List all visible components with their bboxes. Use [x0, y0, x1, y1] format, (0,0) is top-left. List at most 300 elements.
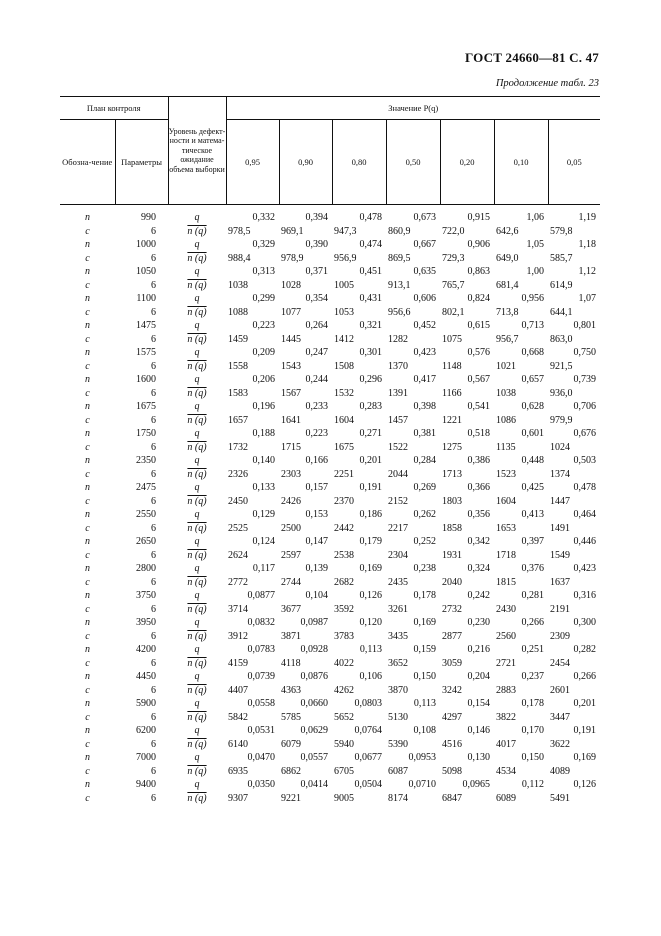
row-value: 979,9: [550, 414, 573, 426]
row-value: 1166: [442, 387, 462, 399]
row-level: q: [194, 671, 200, 683]
table-row: [60, 738, 600, 752]
row-designation: n: [85, 401, 90, 413]
table-continuation-caption: Продолжение табл. 23: [495, 78, 599, 89]
row-designation: n: [85, 698, 90, 710]
row-value: 988,4: [228, 252, 251, 264]
row-value: 6140: [228, 738, 248, 750]
row-value: 0,233: [305, 401, 328, 413]
table-row: [60, 454, 600, 468]
row-value: 6089: [496, 792, 516, 804]
header-value: Значение P(q): [226, 97, 600, 120]
row-value: 1459: [228, 333, 248, 345]
row-value: 6079: [281, 738, 301, 750]
row-value: 1391: [388, 387, 408, 399]
row-value: 2450: [228, 495, 248, 507]
table-row: [60, 414, 600, 428]
row-value: 1412: [334, 333, 354, 345]
row-value: 0,615: [467, 320, 490, 332]
row-value: 0,635: [413, 266, 436, 278]
row-value: 0,863: [467, 266, 490, 278]
row-parameter: 6: [151, 630, 156, 642]
row-level: q: [194, 455, 200, 467]
row-value: 3783: [334, 630, 354, 642]
row-parameter: 1600: [136, 374, 156, 386]
row-value: 614,9: [550, 279, 573, 291]
row-value: 0,201: [573, 698, 596, 710]
row-value: 0,154: [467, 698, 490, 710]
row-value: 0,166: [305, 455, 328, 467]
table-row: [60, 535, 600, 549]
row-value: 2682: [334, 576, 354, 588]
row-value: 1,07: [578, 293, 596, 305]
row-parameter: 1475: [136, 320, 156, 332]
row-value: 722,0: [442, 225, 465, 237]
row-designation: n: [85, 347, 90, 359]
row-value: 1543: [281, 360, 301, 372]
row-value: 2152: [388, 495, 408, 507]
row-designation: n: [85, 266, 90, 278]
row-designation: n: [85, 725, 90, 737]
row-parameter: 1675: [136, 401, 156, 413]
row-value: 4089: [550, 765, 570, 777]
row-parameter: 6: [151, 387, 156, 399]
row-value: 2370: [334, 495, 354, 507]
row-designation: n: [85, 455, 90, 467]
row-designation: n: [85, 617, 90, 629]
row-value: 1077: [281, 306, 301, 318]
table-row: [60, 238, 600, 252]
header-plan: План контроля: [60, 97, 168, 120]
row-level: q: [194, 266, 200, 278]
row-parameter: 4450: [136, 671, 156, 683]
row-value: 5491: [550, 792, 570, 804]
row-value: 1718: [496, 549, 516, 561]
row-value: 2454: [550, 657, 570, 669]
row-designation: n: [85, 239, 90, 251]
row-parameter: 1750: [136, 428, 156, 440]
row-value: 0,201: [359, 455, 382, 467]
row-value: 5785: [281, 711, 301, 723]
row-value: 3714: [228, 603, 248, 615]
row-level: q: [194, 752, 200, 764]
row-value: 765,7: [442, 279, 465, 291]
row-value: 3447: [550, 711, 570, 723]
table-row: [60, 508, 600, 522]
row-designation: n: [85, 293, 90, 305]
row-parameter: 6: [151, 549, 156, 561]
row-value: 0,376: [521, 563, 544, 575]
row-value: 0,0504: [354, 779, 382, 791]
row-level: n (q): [187, 225, 207, 237]
row-value: 0,0953: [408, 752, 436, 764]
row-value: 579,8: [550, 225, 573, 237]
row-level: q: [194, 509, 200, 521]
row-value: 2538: [334, 549, 354, 561]
row-value: 0,223: [252, 320, 275, 332]
table-row: [60, 387, 600, 401]
row-value: 802,1: [442, 306, 465, 318]
row-value: 4022: [334, 657, 354, 669]
row-value: 0,0928: [300, 644, 328, 656]
table-row: [60, 697, 600, 711]
row-parameter: 3950: [136, 617, 156, 629]
row-level: n (q): [187, 414, 207, 426]
row-parameter: 9400: [136, 779, 156, 791]
row-level: n (q): [187, 333, 207, 345]
row-value: 0,371: [305, 266, 328, 278]
row-value: 0,209: [252, 347, 275, 359]
row-value: 0,332: [252, 212, 275, 224]
row-level: q: [194, 374, 200, 386]
row-value: 4118: [281, 657, 301, 669]
row-designation: c: [85, 765, 90, 777]
table-row: [60, 670, 600, 684]
row-value: 0,216: [467, 644, 490, 656]
row-value: 5390: [388, 738, 408, 750]
row-value: 0,179: [359, 536, 382, 548]
row-value: 3622: [550, 738, 570, 750]
row-value: 0,413: [521, 509, 544, 521]
row-value: 0,329: [252, 239, 275, 251]
row-value: 2309: [550, 630, 570, 642]
page-title: ГОСТ 24660—81 С. 47: [465, 50, 599, 65]
row-value: 0,464: [573, 509, 596, 521]
row-value: 863,0: [550, 333, 573, 345]
row-value: 4297: [442, 711, 462, 723]
row-value: 0,150: [521, 752, 544, 764]
row-value: 1148: [442, 360, 462, 372]
row-parameter: 6: [151, 603, 156, 615]
table-row: [60, 265, 600, 279]
row-value: 0,252: [413, 536, 436, 548]
row-value: 0,0677: [354, 752, 382, 764]
row-value: 0,147: [305, 536, 328, 548]
row-value: 1558: [228, 360, 248, 372]
row-parameter: 4200: [136, 644, 156, 656]
table-row: [60, 778, 600, 792]
row-value: 649,0: [496, 252, 519, 264]
row-value: 0,366: [467, 482, 490, 494]
table-row: [60, 306, 600, 320]
row-value: 1005: [334, 279, 354, 291]
row-parameter: 6: [151, 765, 156, 777]
row-level: q: [194, 347, 200, 359]
row-parameter: 6: [151, 225, 156, 237]
row-value: 713,8: [496, 306, 519, 318]
row-value: 0,0739: [247, 671, 275, 683]
row-value: 1508: [334, 360, 354, 372]
row-value: 0,824: [467, 293, 490, 305]
row-value: 0,606: [413, 293, 436, 305]
row-parameter: 1100: [136, 293, 156, 305]
row-value: 0,129: [252, 509, 275, 521]
row-value: 1532: [334, 387, 354, 399]
row-level: n (q): [187, 495, 207, 507]
row-level: q: [194, 428, 200, 440]
row-value: 8174: [388, 792, 408, 804]
table-row: [60, 792, 600, 806]
row-value: 3592: [334, 603, 354, 615]
row-level: n (q): [187, 522, 207, 534]
row-designation: c: [85, 630, 90, 642]
row-value: 1,06: [526, 212, 544, 224]
row-value: 0,281: [521, 590, 544, 602]
table-row: [60, 603, 600, 617]
row-value: 0,0764: [354, 725, 382, 737]
row-value: 0,299: [252, 293, 275, 305]
row-value: 0,601: [521, 428, 544, 440]
row-value: 0,0803: [354, 698, 382, 710]
row-value: 0,354: [305, 293, 328, 305]
row-value: 0,271: [359, 428, 382, 440]
row-level: n (q): [187, 576, 207, 588]
row-value: 0,269: [413, 482, 436, 494]
row-value: 1024: [550, 441, 570, 453]
row-value: 1523: [496, 468, 516, 480]
header-params: Параметры: [115, 120, 168, 205]
row-value: 0,451: [359, 266, 382, 278]
row-value: 3870: [388, 684, 408, 696]
row-value: 2883: [496, 684, 516, 696]
row-parameter: 6: [151, 522, 156, 534]
row-value: 0,117: [252, 563, 275, 575]
row-value: 0,0557: [300, 752, 328, 764]
row-value: 1,12: [578, 266, 596, 278]
row-value: 4262: [334, 684, 354, 696]
row-value: 644,1: [550, 306, 573, 318]
row-value: 3652: [388, 657, 408, 669]
row-value: 3059: [442, 657, 462, 669]
row-parameter: 3750: [136, 590, 156, 602]
row-designation: n: [85, 509, 90, 521]
row-value: 6087: [388, 765, 408, 777]
row-parameter: 6: [151, 684, 156, 696]
row-value: 869,5: [388, 252, 411, 264]
row-value: 0,284: [413, 455, 436, 467]
page-header: [0, 50, 661, 70]
row-value: 0,266: [573, 671, 596, 683]
row-value: 2044: [388, 468, 408, 480]
table-row: [60, 576, 600, 590]
row-value: 0,394: [305, 212, 328, 224]
row-value: 0,169: [359, 563, 382, 575]
row-value: 2430: [496, 603, 516, 615]
row-value: 2601: [550, 684, 570, 696]
row-value: 1275: [442, 441, 462, 453]
row-parameter: 990: [141, 212, 156, 224]
table-row: [60, 643, 600, 657]
row-value: 3435: [388, 630, 408, 642]
row-value: 0,126: [573, 779, 596, 791]
table-row: [60, 360, 600, 374]
row-value: 0,0350: [247, 779, 275, 791]
row-value: 0,264: [305, 320, 328, 332]
row-value: 0,266: [521, 617, 544, 629]
row-value: 0,342: [467, 536, 490, 548]
row-designation: n: [85, 644, 90, 656]
row-value: 0,576: [467, 347, 490, 359]
row-designation: c: [85, 441, 90, 453]
row-level: n (q): [187, 441, 207, 453]
row-value: 2303: [281, 468, 301, 480]
row-value: 1604: [496, 495, 516, 507]
table-body: [60, 205, 600, 806]
row-value: 1088: [228, 306, 248, 318]
row-value: 0,567: [467, 374, 490, 386]
row-value: 0,282: [573, 644, 596, 656]
row-value: 0,170: [521, 725, 544, 737]
row-value: 0,313: [252, 266, 275, 278]
table-row: [60, 481, 600, 495]
row-parameter: 6: [151, 468, 156, 480]
row-value: 0,247: [305, 347, 328, 359]
row-value: 2877: [442, 630, 462, 642]
row-level: n (q): [187, 360, 207, 372]
row-value: 0,0710: [408, 779, 436, 791]
row-value: 0,230: [467, 617, 490, 629]
row-value: 0,130: [467, 752, 490, 764]
row-value: 0,478: [359, 212, 382, 224]
row-value: 3242: [442, 684, 462, 696]
row-value: 0,706: [573, 401, 596, 413]
row-designation: c: [85, 657, 90, 669]
row-parameter: 2475: [136, 482, 156, 494]
row-value: 1637: [550, 576, 570, 588]
row-designation: n: [85, 671, 90, 683]
row-value: 9307: [228, 792, 248, 804]
row-value: 2326: [228, 468, 248, 480]
row-value: 0,139: [305, 563, 328, 575]
row-value: 0,390: [305, 239, 328, 251]
row-value: 0,296: [359, 374, 382, 386]
row-value: 0,262: [413, 509, 436, 521]
row-designation: c: [85, 279, 90, 291]
row-value: 1021: [496, 360, 516, 372]
row-value: 6935: [228, 765, 248, 777]
row-designation: c: [85, 522, 90, 534]
table-row: [60, 616, 600, 630]
row-designation: n: [85, 536, 90, 548]
table-row: [60, 427, 600, 441]
row-designation: c: [85, 495, 90, 507]
table-row: [60, 657, 600, 671]
row-value: 0,251: [521, 644, 544, 656]
row-value: 0,386: [467, 455, 490, 467]
row-value: 0,417: [413, 374, 436, 386]
row-designation: n: [85, 482, 90, 494]
row-parameter: 6200: [136, 725, 156, 737]
header-prob-3: 0,50: [386, 120, 440, 205]
row-value: 1075: [442, 333, 462, 345]
row-level: n (q): [187, 738, 207, 750]
row-designation: n: [85, 320, 90, 332]
header-designation: Обозна-чение: [60, 120, 115, 205]
row-level: q: [194, 293, 200, 305]
row-parameter: 6: [151, 279, 156, 291]
row-value: 4516: [442, 738, 462, 750]
row-value: 1491: [550, 522, 570, 534]
header-prob-2: 0,80: [332, 120, 386, 205]
row-parameter: 5900: [136, 698, 156, 710]
table-row: [60, 724, 600, 738]
row-value: 1583: [228, 387, 248, 399]
row-value: 0,0531: [247, 725, 275, 737]
row-value: 0,150: [413, 671, 436, 683]
row-value: 0,223: [305, 428, 328, 440]
row-value: 0,186: [359, 509, 382, 521]
table-row: [60, 684, 600, 698]
row-value: 1,05: [526, 239, 544, 251]
row-value: 3822: [496, 711, 516, 723]
row-value: 956,7: [496, 333, 519, 345]
row-value: 0,0877: [247, 590, 275, 602]
row-value: 0,657: [521, 374, 544, 386]
row-value: 729,3: [442, 252, 465, 264]
row-value: 0,244: [305, 374, 328, 386]
row-designation: n: [85, 212, 90, 224]
row-level: q: [194, 482, 200, 494]
table-row: [60, 252, 600, 266]
row-value: 1657: [228, 414, 248, 426]
row-parameter: 1575: [136, 347, 156, 359]
row-value: 1135: [496, 441, 516, 453]
row-value: 0,237: [521, 671, 544, 683]
row-level: n (q): [187, 657, 207, 669]
row-value: 2500: [281, 522, 301, 534]
row-value: 4159: [228, 657, 248, 669]
row-parameter: 6: [151, 495, 156, 507]
row-value: 3261: [388, 603, 408, 615]
table-row: [60, 522, 600, 536]
row-level: n (q): [187, 765, 207, 777]
row-value: 4017: [496, 738, 516, 750]
row-value: 860,9: [388, 225, 411, 237]
row-value: 0,956: [521, 293, 544, 305]
row-value: 1715: [281, 441, 301, 453]
row-value: 0,452: [413, 320, 436, 332]
row-value: 2597: [281, 549, 301, 561]
row-value: 2040: [442, 576, 462, 588]
header-prob-0: 0,95: [226, 120, 279, 205]
row-value: 0,242: [467, 590, 490, 602]
table-row: [60, 205, 600, 225]
row-value: 0,0558: [247, 698, 275, 710]
row-value: 0,398: [413, 401, 436, 413]
row-value: 0,113: [413, 698, 436, 710]
table-row: [60, 751, 600, 765]
row-value: 2744: [281, 576, 301, 588]
row-designation: n: [85, 428, 90, 440]
row-value: 0,113: [359, 644, 382, 656]
table-row: [60, 346, 600, 360]
row-designation: c: [85, 414, 90, 426]
row-value: 0,188: [252, 428, 275, 440]
row-value: 6705: [334, 765, 354, 777]
row-parameter: 6: [151, 306, 156, 318]
row-value: 1732: [228, 441, 248, 453]
row-value: 1447: [550, 495, 570, 507]
row-parameter: 2350: [136, 455, 156, 467]
table-23-continued: [60, 96, 600, 805]
row-value: 0,906: [467, 239, 490, 251]
row-value: 1053: [334, 306, 354, 318]
header-prob-6: 0,05: [548, 120, 600, 205]
table-row: [60, 441, 600, 455]
row-value: 0,0629: [300, 725, 328, 737]
row-value: 4363: [281, 684, 301, 696]
row-value: 0,0987: [300, 617, 328, 629]
